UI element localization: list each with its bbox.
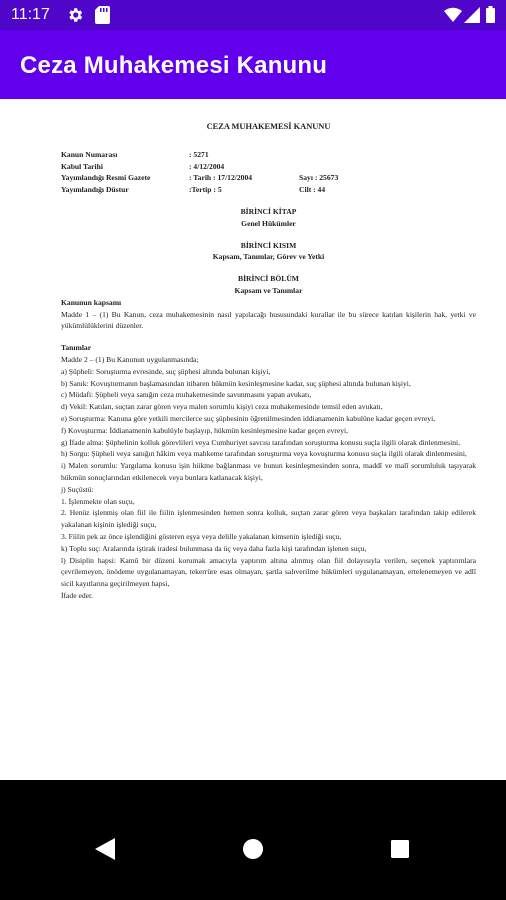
meta-value: :Tertip : 5 <box>189 185 222 195</box>
chapter-label: BİRİNCİ BÖLÜM <box>238 274 299 284</box>
recents-icon[interactable] <box>391 840 409 863</box>
definition-item: 3. Fiilin pek az önce işlendiğini gösteren eşya veya delille yakalanan kimsenin işlediği suçu, <box>61 531 342 541</box>
home-icon[interactable] <box>243 839 263 864</box>
definition-item: j) Suçüstü: <box>61 484 94 494</box>
meta-value: : 5271 <box>189 149 209 159</box>
meta-key: Kanun Numarası <box>61 149 118 159</box>
definitions-list <box>61 366 476 602</box>
sd-card-icon <box>95 6 110 29</box>
app-title: Ceza Muhakemesi Kanunu <box>20 52 328 79</box>
definition-item: e) Soruşturma: Kanuna göre yetkili mercilerce suç şüphesinin öğrenilmesinden iddianamenin kabulüne kadar geçen evreyi, <box>61 413 436 423</box>
meta-key: Kabul Tarihi <box>61 161 103 171</box>
meta-value: : Tarih : 17/12/2004 <box>189 173 253 183</box>
settings-icon <box>66 6 84 29</box>
document-title: CEZA MUHAKEMESİ KANUNU <box>206 122 331 131</box>
meta-key: Yayımlandığı Resmi Gazete <box>61 173 151 183</box>
definition-item: 1. İşlenmekte olan suçu, <box>61 496 135 506</box>
definition-item: g) İfade alma: Şüphelinin kolluk görevlileri veya Cumhuriyet savcısı tarafından soruşturma konusu suçla ilgili olarak dinlenmesini, <box>61 437 461 447</box>
meta-row <box>61 172 476 184</box>
meta-row <box>61 161 476 173</box>
meta-key: Yayımlandığı Düstur <box>61 185 129 195</box>
meta-extra: Sayı : 25673 <box>299 173 339 183</box>
part-label: BİRİNCİ KISIM <box>240 240 297 250</box>
law-metadata <box>61 149 476 196</box>
definition-item: İfade eder. <box>61 590 94 600</box>
app-bar <box>0 30 506 99</box>
section-heading: Tanımlar <box>61 343 92 353</box>
signal-icon <box>464 7 480 28</box>
section-heading: Kanunun kapsamı <box>61 297 122 307</box>
definition-item: a) Şüpheli: Soruşturma evresinde, suç şüphesi altında bulunan kişiyi, <box>61 366 271 376</box>
definition-item: i) Malen sorumlu: Yargılama konusu işin hükme bağlanması ve bunun kesinleşmesinden sonra, maddî ve malî sorumluluk taşıyarak hükmün sonuçlarından etkilenecek veya bunlara katlanacak kişiyi, <box>61 461 476 482</box>
definition-item: f) Kovuşturma: İddianamenin kabulüyle başlayıp, hükmün kesinleşmesine kadar geçen evreyi, <box>61 425 349 435</box>
definition-item: 2. Henüz işlenmiş olan fiil ile fiilin işlenmesinden hemen sonra kolluk, suçtan zarar gören veya başkaları tarafından takip edilerek yakalanan kişinin işlediği suçu, <box>61 508 476 530</box>
definition-item: h) Sorgu: Şüpheli veya sanığın hâkim veya mahkeme tarafından soruşturma veya kovuşturma konusu suçla ilgili olarak dinlenmesini, <box>61 449 467 459</box>
definition-item: d) Vekil: Katılan, suçtan zarar gören veya malen sorumlu kişiyi ceza muhakemesinde temsil eden avukatı, <box>61 402 383 412</box>
part-subtitle: Kapsam, Tanımlar, Görev ve Yetki <box>212 252 325 262</box>
meta-value: : 4/12/2004 <box>189 161 225 171</box>
status-bar <box>0 0 506 30</box>
definition-item: k) Toplu suç: Aralarında iştirak iradesi bulunmasa da üç veya daha fazla kişi tarafından işlenen suçu, <box>61 543 367 553</box>
status-time: 11:17 <box>11 6 50 23</box>
definition-item: b) Sanık: Kovuşturmanın başlamasından itibaren hükmün kesinleşmesine kadar, suç şüphesi altında bulunan kişiyi, <box>61 378 411 388</box>
book-subtitle: Genel Hükümler <box>241 218 296 228</box>
back-icon[interactable] <box>95 838 115 865</box>
definition-item: l) Disiplin hapsi: Kamû bir düzeni korumak amacıyla yaptırım altına alınmış olan fiil dolayısıyla verilen, seçenek yaptırımlara çevrilemeyen, önödeme uygulanamayan, tekerrüre esas olmayan, şartla salıverilme hükümleri uygulanamayan, ertelenemeyen ve adlî sicil kayıtlarına geçirilmeyen hapsi, <box>61 555 476 589</box>
meta-row <box>61 149 476 161</box>
meta-row <box>61 184 476 196</box>
law-document <box>61 121 476 602</box>
article-1: Madde 1 – (1) Bu Kanun, ceza muhakemesinin nasıl yapılacağı hususundaki kurallar ile bu sürece katılan kişilerin hak, yetki ve yükümlülüklerini düzenler. <box>61 309 476 331</box>
meta-extra: Cilt : 44 <box>299 185 326 195</box>
chapter-subtitle: Kapsam ve Tanımlar <box>234 285 303 295</box>
battery-icon <box>486 6 495 28</box>
document-viewer[interactable] <box>0 99 506 780</box>
definition-item: c) Müdafi: Şüpheli veya sanığın ceza muhakemesinde savunmasını yapan avukatı, <box>61 390 312 400</box>
book-label: BİRİNCİ KİTAP <box>240 206 297 216</box>
navigation-bar <box>0 780 506 900</box>
wifi-icon <box>444 7 462 27</box>
article-2-intro: Madde 2 – (1) Bu Kanunun uygulanmasında; <box>61 354 199 364</box>
